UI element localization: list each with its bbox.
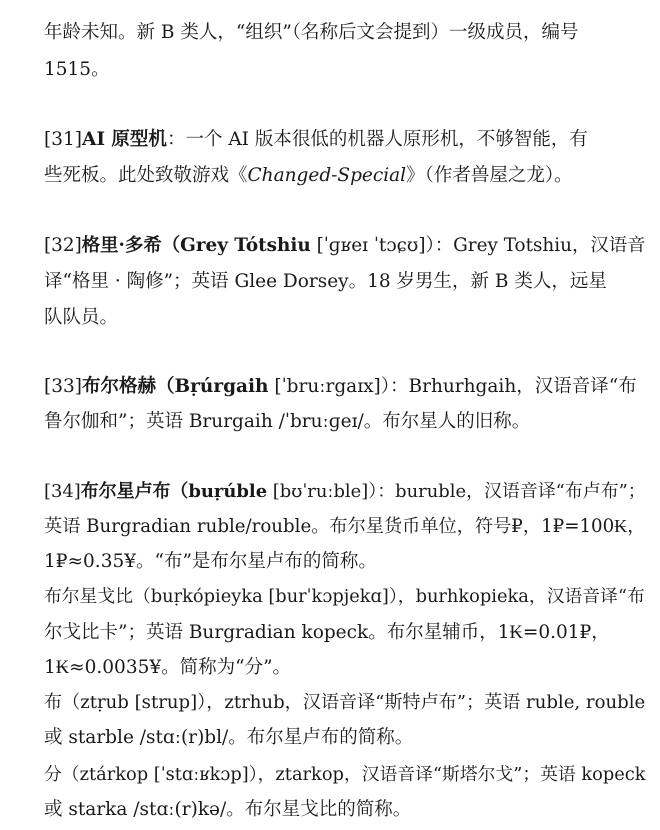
text-segment: ：一个 AI 版本很低的机器人原形机，不够智能，有: [166, 129, 588, 150]
text-line: [44, 20, 579, 46]
text-line: [44, 690, 645, 716]
text-segment: 1515。: [44, 59, 110, 80]
text-segment: 英语 Burgradian ruble/rouble。布尔星货币单位，符号₽，1₽=100₭，: [44, 516, 646, 537]
text-line: [44, 305, 118, 331]
text-line: [44, 584, 645, 610]
text-segment: [34]: [44, 481, 81, 502]
text-segment: 些死板。此处致敬游戏《: [44, 165, 248, 186]
bold-term: AI 原型机: [81, 129, 167, 150]
text-line: [44, 620, 610, 646]
bold-term: 布尔格赫（Bṛúrgaih: [81, 376, 269, 397]
text-segment: 布尔星戈比（buṛkópieyka [burˈkɔpjekɑ]），burhkopieka，汉语音译“布: [44, 586, 645, 607]
text-line: [44, 233, 646, 259]
text-segment: [33]: [44, 376, 82, 397]
text-line: [44, 409, 530, 435]
text-segment: 分（ztárkop [ˈstɑːʁkɔp]），ztarkop，汉语音译“斯塔尔戈”；英语 kopeck: [44, 764, 646, 785]
text-segment: 译“格里 · 陶修”；英语 Glee Dorsey。18 岁男生，新 B 类人，远星: [44, 271, 607, 292]
text-segment: [32]: [44, 235, 82, 256]
text-segment: 布（ztṛub [strup]），ztrhub，汉语音译“斯特卢布”；英语 ruble, rouble: [44, 692, 646, 713]
text-segment: 年龄未知。新 B 类人，“组织”（名称后文会提到）一级成员，编号: [44, 22, 579, 43]
text-segment: [ˈbruːrgaɪx]）：Brhurhgaih，汉语音译“布: [268, 376, 637, 397]
text-segment: 队队员。: [44, 307, 119, 328]
text-segment: 或 starble /stɑː(r)bl/。布尔星卢布的简称。: [44, 727, 414, 748]
text-line: [44, 549, 377, 575]
text-segment: 1₽≈0.35¥。“布”是布尔星卢布的简称。: [44, 551, 377, 572]
text-line: [44, 57, 110, 83]
text-line: [44, 163, 573, 189]
italic-title: Changed-Special: [247, 165, 407, 186]
text-segment: [bʊˈruːble]）：buruble，汉语音译“布卢布”；: [267, 481, 646, 502]
text-segment: 或 starka /stɑː(r)kə/。布尔星戈比的简称。: [44, 799, 412, 820]
text-line: [44, 479, 646, 505]
text-segment: 》（作者兽屋之龙）。: [406, 165, 573, 186]
text-segment: [31]: [44, 129, 82, 150]
bold-term: 布尔星卢布（buṛúble: [80, 481, 268, 502]
text-line: [44, 655, 291, 681]
text-line: [44, 374, 637, 400]
bold-term: 格里·多希（Grey Tótshiu: [81, 235, 311, 256]
text-line: [44, 762, 646, 788]
text-segment: 鲁尔伽和”；英语 Brurgaih /ˈbruːɡeɪ/。布尔星人的旧称。: [44, 411, 531, 432]
text-line: [44, 797, 411, 823]
text-line: [44, 269, 607, 295]
text-line: [44, 514, 646, 540]
text-segment: 尔戈比卡”；英语 Burgradian kopeck。布尔星辅币，1₭=0.01₽，: [44, 622, 610, 643]
text-segment: 1₭≈0.0035¥。简称为“分”。: [44, 657, 292, 678]
text-segment: [ˈɡʁeɪ ˈtɔɕʊ]）：Grey Totshiu，汉语音: [310, 235, 646, 256]
text-line: [44, 725, 413, 751]
text-line: [44, 127, 588, 153]
